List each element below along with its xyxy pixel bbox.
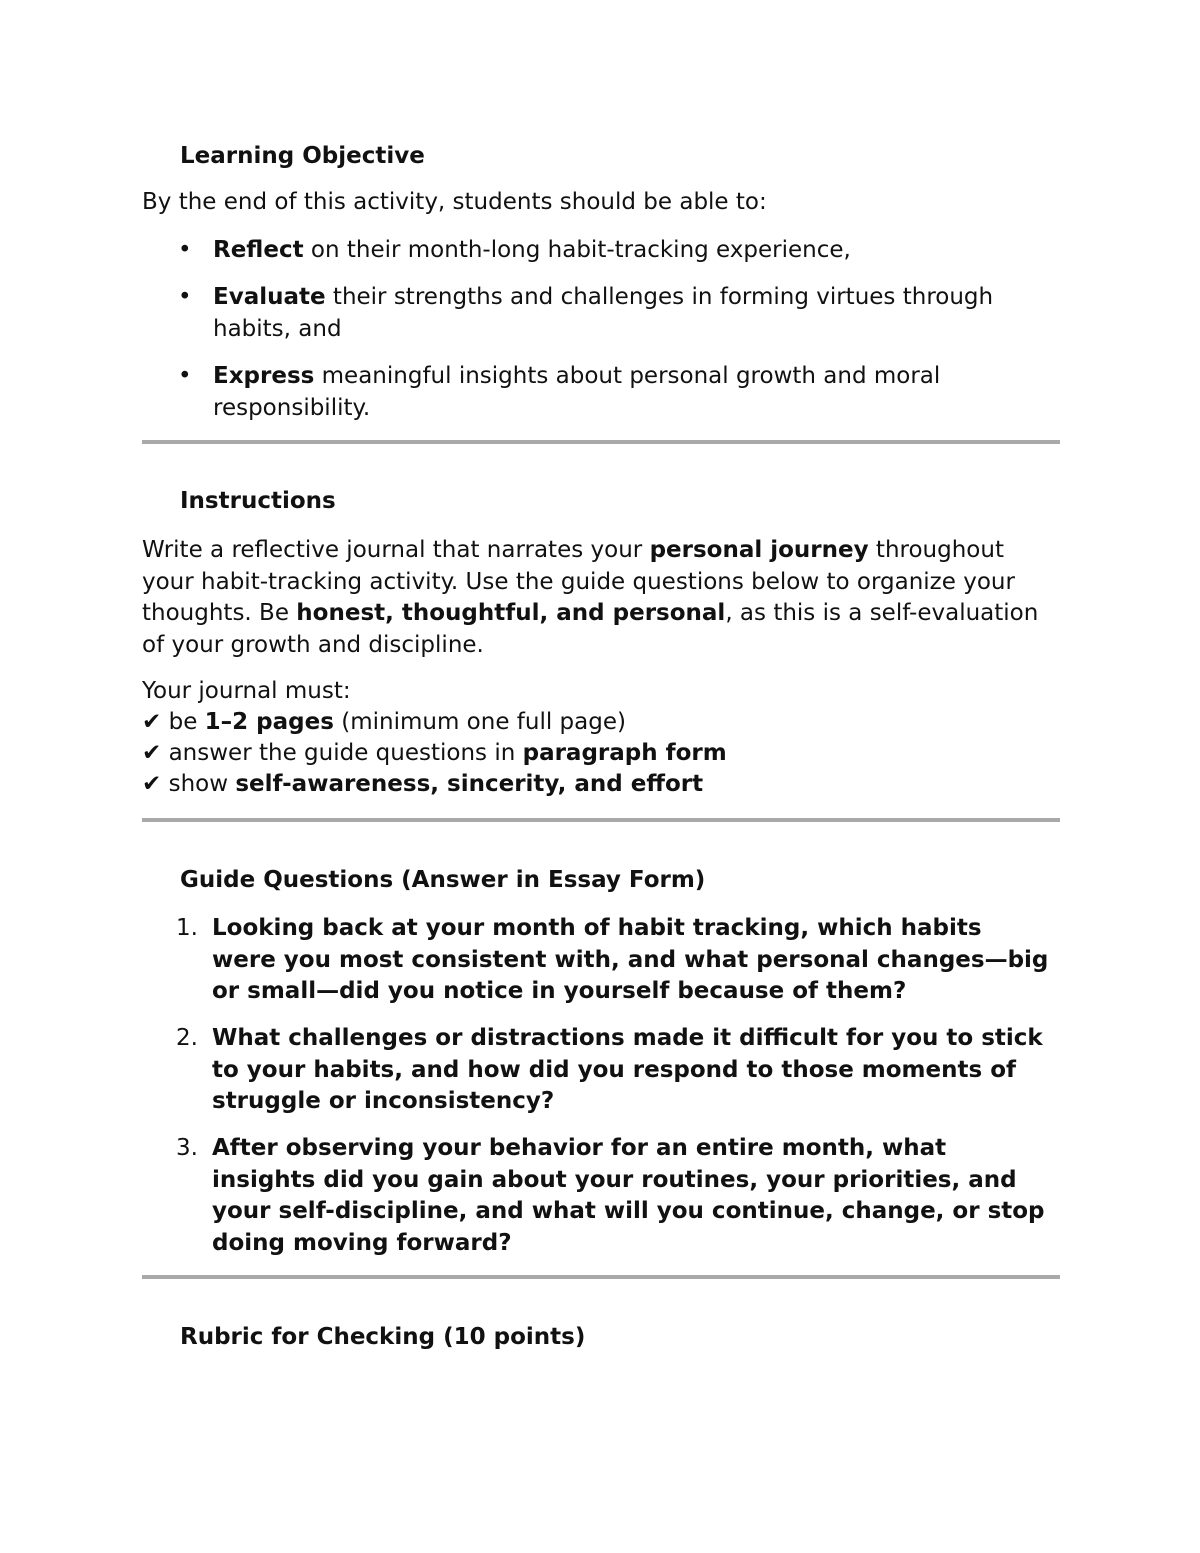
instructions-paragraph [142,535,1060,661]
requirement-emphasis: paragraph form [522,740,727,766]
objective-rest: meaningful insights about personal growth and moral responsibility. [213,363,941,421]
question-number: 3. [176,1135,198,1161]
question-text: After observing your behavior for an entire month, what insights did you gain about your routines, your priorities, and your self-discipline, and what will you continue, change, or stop doing moving forward? [212,1135,1045,1256]
question-number: 2. [176,1025,198,1051]
instructions-emphasis: honest, thoughtful, and personal [296,600,726,626]
instructions-emphasis: personal journey [649,537,869,563]
journal-must-label: Your journal must: [142,678,351,704]
requirement-text: be [161,709,205,735]
learning-objective-intro: By the end of this activity, students should be able to: [142,189,767,215]
objective-bullet-text [213,361,1033,424]
question-text: Looking back at your month of habit tracking, which habits were you most consistent with, and what personal changes—big or small—did you notice in yourself because of them? [212,915,1049,1004]
objective-verb: Evaluate [213,284,326,310]
objective-verb: Reflect [213,237,304,263]
requirement-item [142,707,626,738]
requirement-text: show [161,771,236,797]
objective-bullet-text [213,235,1033,267]
instructions-text: Write a reflective journal that narrates your [142,537,650,563]
check-icon: ✔ [142,771,162,797]
objective-bullet-text [213,282,1033,345]
requirement-item [142,769,703,800]
question-text: What challenges or distractions made it difficult for you to stick to your habits, and how did you respond to those moments of struggle or inconsistency? [212,1025,1043,1114]
instructions-text: , as this is a self-evaluation of your growth and discipline. [142,600,1039,658]
requirement-emphasis: self-awareness, sincerity, and effort [235,771,704,797]
question-number: 1. [176,915,198,941]
requirement-emphasis: 1–2 pages [204,709,334,735]
section-divider [142,818,1060,822]
requirement-text: answer the guide questions in [161,740,523,766]
objective-rest: their strengths and challenges in forming virtues through habits, and [213,284,994,342]
guide-questions-heading: Guide Questions (Answer in Essay Form) [180,867,706,893]
check-icon: ✔ [142,709,162,735]
bullet-icon: • [178,237,192,263]
section-divider [142,440,1060,444]
bullet-icon: • [178,363,192,389]
rubric-heading: Rubric for Checking (10 points) [180,1324,586,1350]
requirement-item [142,738,727,769]
check-icon: ✔ [142,740,162,766]
bullet-icon: • [178,284,192,310]
learning-objective-heading: Learning Objective [180,143,425,169]
instructions-text: throughout your habit-tracking activity. Use the guide questions below to organize your thoughts. Be [142,537,1015,626]
objective-verb: Express [213,363,315,389]
section-divider [142,1275,1060,1279]
requirement-text: (minimum one full page) [333,709,626,735]
objective-rest: on their month-long habit-tracking experience, [303,237,851,263]
instructions-heading: Instructions [180,488,336,514]
